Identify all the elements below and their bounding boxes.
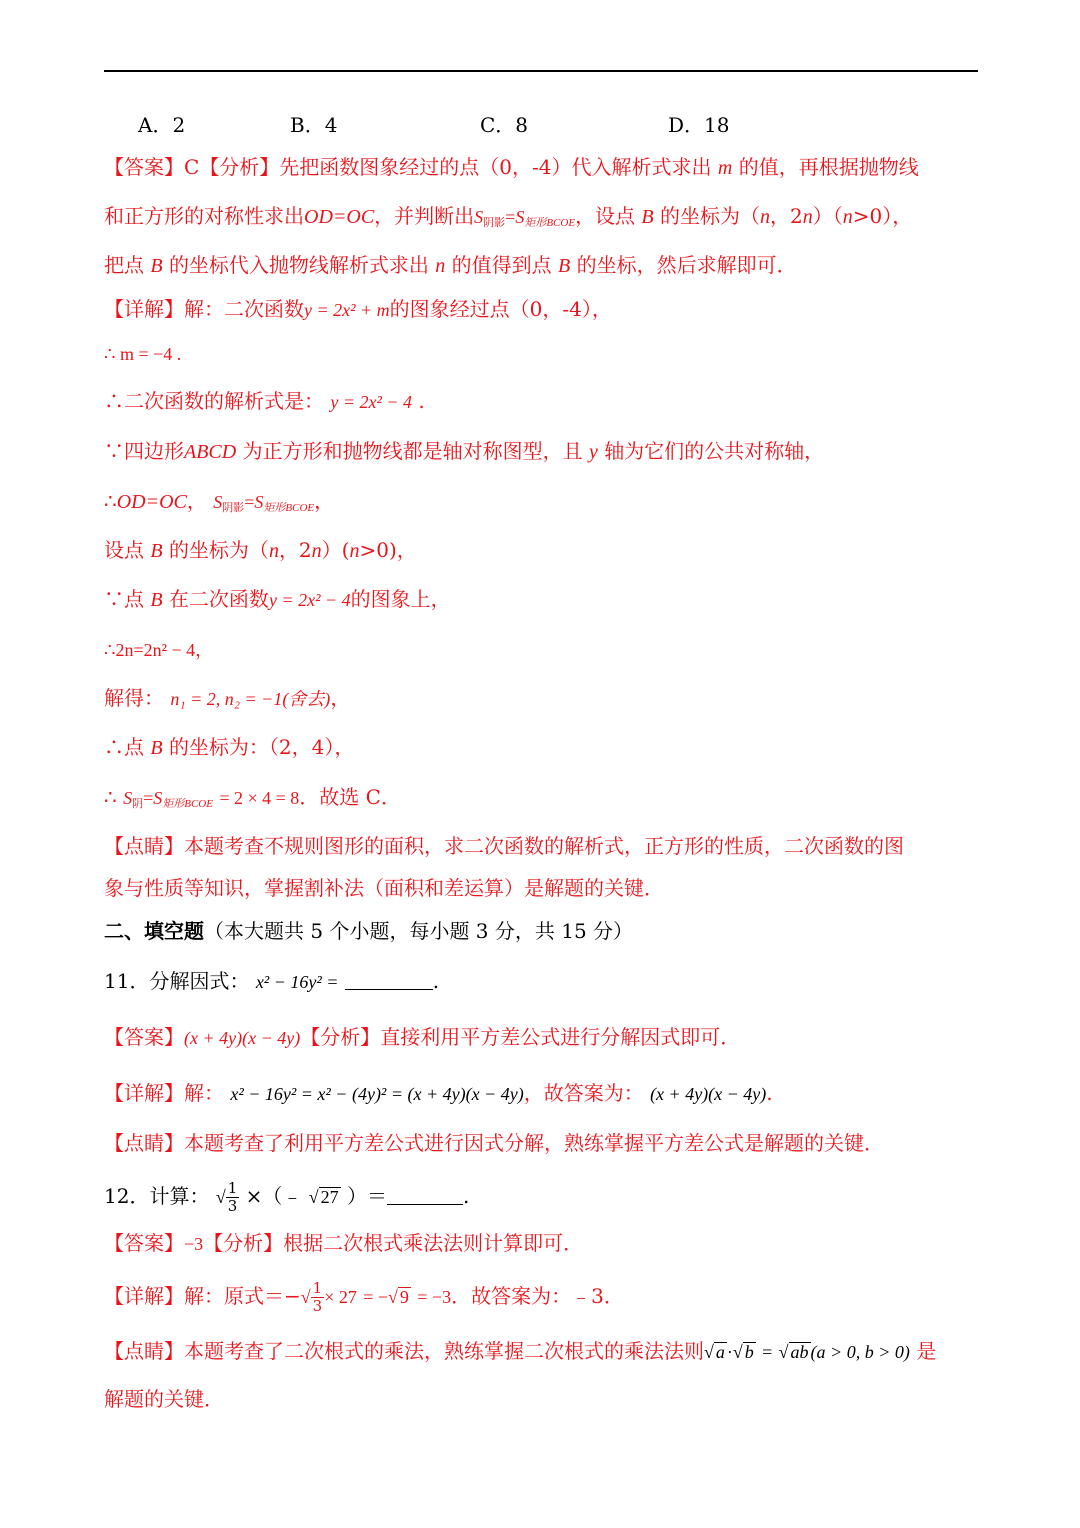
q10-detail-line-9: 解得： n₁ = 2, n₂ = −1(舍去)， xyxy=(104,686,351,710)
fraction: $\frac{1}{3}$ xyxy=(227,1179,238,1215)
q10-detail-line-8: ∴2n=2n² − 4， xyxy=(104,640,214,660)
option-b: B．4 xyxy=(290,113,338,137)
q10-point-line-2: 象与性质等知识，掌握割补法（面积和差运算）是解题的关键． xyxy=(104,876,664,900)
q10-detail-line-4: ∵四边形ABCD 为正方形和抛物线都是轴对称图型，且 y 轴为它们的公共对称轴， xyxy=(104,439,825,463)
q11-detail-line: 【详解】解： x² − 16y² = x² − (4y)² = (x + 4y)(x − 4y)，故答案为： (x + 4y)(x − 4y). xyxy=(104,1081,773,1105)
q12-point-line-1: 【点睛】本题考查了二次根式的乘法，熟练掌握二次根式的乘法法则√ a ·√ b = √ ab (a > 0, b > 0) 是 xyxy=(104,1339,937,1363)
q11-stem: 11．分解因式： x² − 16y² = . xyxy=(104,969,440,993)
q12-stem: 12．计算： √ $\frac{1}{3}$ ×（﹣ √ 27 ）＝ . xyxy=(104,1179,470,1215)
q10-answer-line: 【答案】C【分析】先把函数图象经过的点（0，-4）代入解析式求出 m 的值，再根据抛物线 xyxy=(104,155,919,179)
q11-point-line: 【点睛】本题考查了利用平方差公式进行因式分解，熟练掌握平方差公式是解题的关键． xyxy=(104,1131,884,1155)
q10-detail-line-10: ∴点 B 的坐标为：（2，4）， xyxy=(104,735,355,759)
q10-detail-line-11: ∴ $S_阴=S_{矩形BCOE} = 2 \times 4 = 8$．故选 C． xyxy=(104,785,401,810)
q12-detail-line: 【详解】解：原式＝−√ $\frac{1}{3}$ × 27 = −√ 9 = −3．故答案为：﹣3． xyxy=(104,1279,624,1315)
q12-point-line-2: 解题的关键． xyxy=(104,1387,224,1411)
q10-point-line-1: 【点睛】本题考查不规则图形的面积，求二次函数的解析式，正方形的性质，二次函数的图 xyxy=(104,834,904,858)
q10-detail-line-6: 设点 B 的坐标为（n，2n）(n>0)， xyxy=(104,538,417,562)
q10-detail-line-5: ∴OD=OC， $S_{阴影}=S_{矩形BCOE}$， xyxy=(104,489,335,514)
q10-detail-line-7: ∵点 B 在二次函数y = 2x² − 4的图象上， xyxy=(104,587,451,611)
q12-answer-line: 【答案】−3【分析】根据二次根式乘法法则计算即可． xyxy=(104,1231,584,1255)
option-a: A．2 xyxy=(138,113,186,137)
q10-analysis-line-3: 把点 B 的坐标代入抛物线解析式求出 n 的值得到点 B 的坐标，然后求解即可． xyxy=(104,253,797,277)
q10-detail-line-3: ∴二次函数的解析式是： y = 2x² − 4 . xyxy=(104,389,425,413)
answer-blank xyxy=(345,969,433,990)
option-c: C．8 xyxy=(480,113,529,137)
option-d: D．18 xyxy=(668,113,730,137)
fraction: $\frac{1}{3}$ xyxy=(312,1279,323,1315)
q11-answer-line: 【答案】(x + 4y)(x − 4y)【分析】直接利用平方差公式进行分解因式即可． xyxy=(104,1025,741,1049)
header-rule xyxy=(104,70,978,72)
section-heading: 二、填空题（本大题共 5 个小题，每小题 3 分，共 15 分） xyxy=(104,919,634,943)
q10-analysis-line-2: 和正方形的对称性求出OD=OC，并判断出$S_{阴影}=S_{矩形BCOE}$，设点 B 的坐标为（n，2n）（n>0）， xyxy=(104,204,913,229)
answer-blank xyxy=(387,1184,463,1205)
q10-detail-line-1: 【详解】解：二次函数y = 2x² + m的图象经过点（0，-4）， xyxy=(104,297,612,321)
q10-detail-line-2: ∴ m = −4 . xyxy=(104,344,182,364)
